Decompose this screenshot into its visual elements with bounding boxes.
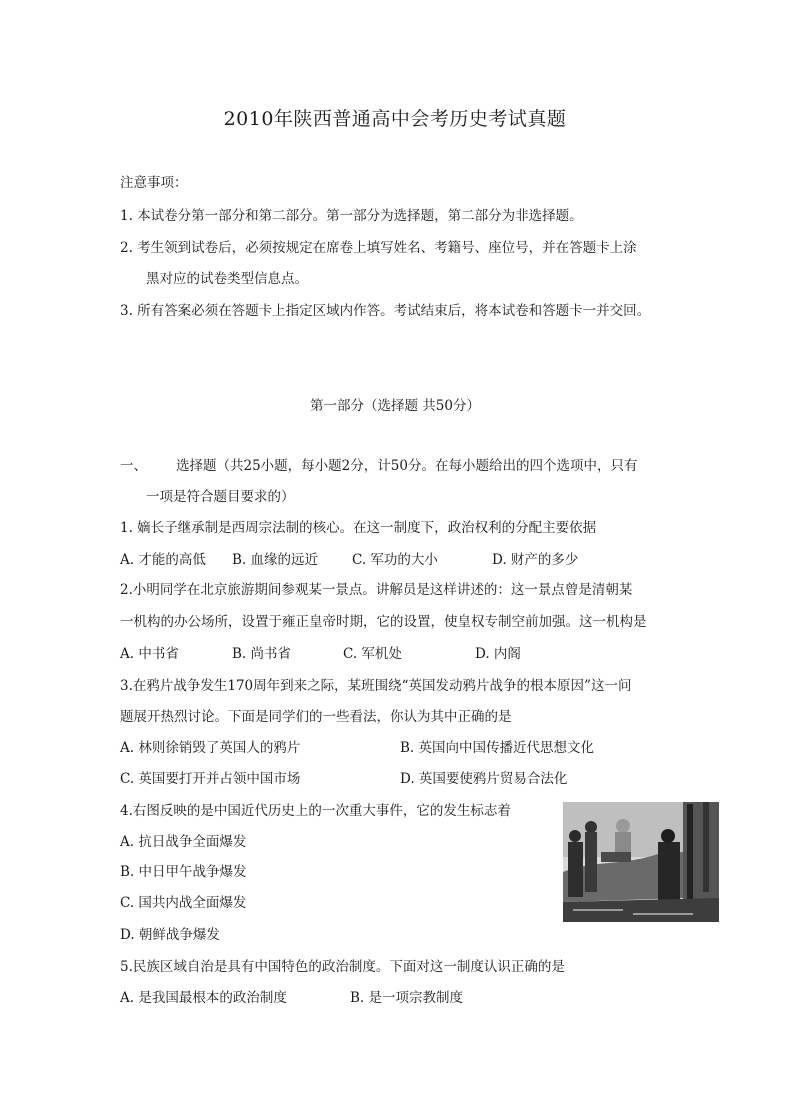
q2-option-b: B. 尚书省 — [232, 646, 292, 662]
q4-option-b: B. 中日甲午战争爆发 — [120, 864, 247, 880]
q1-stem: 1. 嫡长子继承制是西周宗法制的核心。在这一制度下，政治权利的分配主要依据 — [120, 520, 597, 536]
q3-option-a: A. 林则徐销毁了英国人的鸦片 — [120, 740, 301, 756]
q2-stem-1: 2.小明同学在北京旅游期间参观某一景点。讲解员是这样讲述的：这一景点曾是清朝某 — [120, 582, 633, 598]
q2-option-d: D. 内阁 — [475, 646, 521, 662]
q2-stem-2: 一机构的办公场所，设置于雍正皇帝时期，它的设置，使皇权专制空前加强。这一机构是 — [120, 614, 647, 630]
instructions-number: 一、 — [120, 458, 147, 474]
q3-option-d: D. 英国要使鸦片贸易合法化 — [400, 771, 568, 787]
page-title: 2010年陕西普通高中会考历史考试真题 — [223, 108, 567, 130]
q3-stem-2: 题展开热烈讨论。下面是同学们的一些看法，你认为其中正确的是 — [120, 709, 512, 725]
q1-option-a: A. 才能的高低 — [120, 552, 206, 568]
notice-item-1: 1. 本试卷分第一部分和第二部分。第一部分为选择题，第二部分为非选择题。 — [120, 208, 583, 224]
q3-stem-1: 3.在鸦片战争发生170周年到来之际，某班围绕“英国发动鸦片战争的根本原因”这一问 — [120, 678, 632, 694]
q3-option-c: C. 英国要打开并占领中国市场 — [120, 771, 301, 787]
q4-option-c: C. 国共内战全面爆发 — [120, 895, 247, 911]
q4-stem: 4.右图反映的是中国近代历史上的一次重大事件，它的发生标志着 — [120, 803, 511, 819]
q2-option-a: A. 中书省 — [120, 646, 179, 662]
notice-item-3: 3. 所有答案必须在答题卡上指定区域内作答。考试结束后，将本试卷和答题卡一并交回。 — [120, 303, 651, 319]
q4-option-d: D. 朝鲜战争爆发 — [120, 927, 220, 943]
q3-option-b: B. 英国向中国传播近代思想文化 — [400, 740, 595, 756]
notice-item-2: 2. 考生领到试卷后，必须按规定在席卷上填写姓名、考籍号、座位号，并在答题卡上涂 — [120, 240, 637, 256]
instructions-line-2: 一项是符合题目要求的） — [146, 489, 295, 505]
notice-item-2-cont: 黑对应的试卷类型信息点。 — [146, 271, 308, 287]
q1-option-b: B. 血缘的远近 — [232, 552, 319, 568]
q2-option-c: C. 军机处 — [343, 646, 402, 662]
section-title: 第一部分（选择题 共50分） — [310, 398, 480, 414]
q5-option-a: A. 是我国最根本的政治制度 — [120, 990, 287, 1006]
q5-stem: 5.民族区域自治是具有中国特色的政治制度。下面对这一制度认识正确的是 — [120, 959, 565, 975]
q5-option-b: B. 是一项宗教制度 — [350, 990, 464, 1006]
notice-heading: 注意事项： — [120, 175, 188, 191]
instructions-line-1: 选择题（共25小题，每小题2分，计50分。在每小题给出的四个选项中，只有 — [176, 458, 638, 474]
q1-option-c: C. 军功的大小 — [352, 552, 438, 568]
historical-photo — [563, 802, 719, 922]
q4-option-a: A. 抗日战争全面爆发 — [120, 834, 247, 850]
q1-option-d: D. 财产的多少 — [492, 552, 579, 568]
